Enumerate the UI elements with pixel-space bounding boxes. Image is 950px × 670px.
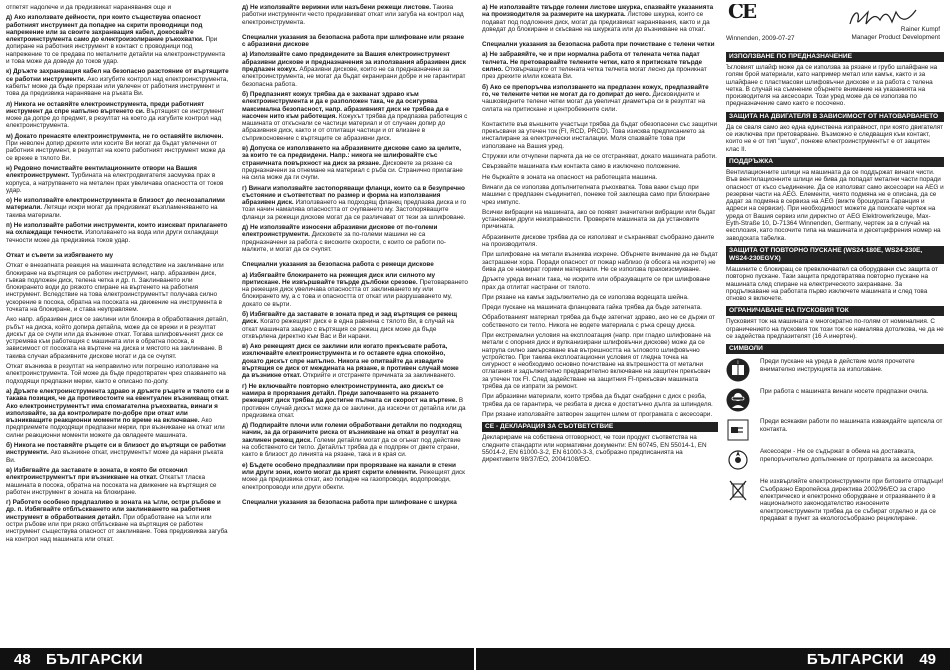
paragraph [6, 133, 230, 162]
paragraph-bold: Специални указания за безопасна работа с режещи дискове [242, 261, 434, 269]
paragraph-text: Режещият диск може да предизвика откат, ако попадне на газопроводи, водопроводи, електропроводи или други обекти. [242, 468, 465, 491]
paragraph-bold: к) Дръжте захранващия кабел на безопасно разстояние от въртящите се работни инструменти. [6, 68, 229, 83]
paragraph [482, 304, 718, 311]
paragraph-text: Дисковидните и чашковидните телени четки могат да увеличат диаметъра си в резултат на силата на притискане и центробежните сили. [482, 90, 706, 113]
paragraph [242, 29, 468, 31]
paragraph [242, 145, 468, 181]
language-label-right: БЪЛГАРСКИ [806, 651, 904, 668]
paragraph [242, 185, 468, 221]
paragraph-text: Отхвърчащите от телената четка телчета могат лесно да проникнат през дрехите и/или кожата Ви. [482, 66, 707, 81]
paragraph-text: Ако възникне откат, инструментът може да нарани ръката Ви. [6, 449, 224, 464]
paragraph [482, 209, 718, 231]
section-text: Пусковият ток на машината е многократно по-голям от номиналния. С ограничението на пусковия ток този ток се намалява дотолкова, че да не се задейства предпазителят (16 A инертен). [726, 318, 944, 341]
paragraph-text: Въртящият се инструмент може да допре до предмет, в резултат на което да изгубите контрол над електроинструмента. [6, 107, 225, 130]
paragraph [6, 68, 230, 97]
symbol-row [726, 418, 944, 442]
paragraph [6, 14, 230, 65]
paragraph [6, 388, 230, 439]
paragraph-text: При неволен допир дрехите или косите Ви могат да бъдат увлечени от работния инструмент, в резултат на което работният инструмент може да се вреже в тялото Ви. [6, 140, 226, 162]
paragraph-bold: г) Работете особено предпазливо в зоната на ъгли, остри ръбове и др. п. Избягвайте отблъскването или заклинването на работния инструмент в обработвания детайл. [6, 499, 221, 521]
paragraph [482, 294, 718, 301]
paragraph-text: Обработваният материал трябва да бъде затегнат здраво, ако не се държи от собственото си тегло. Никога не водете материала с ръка срещу диска. [482, 314, 716, 329]
paragraph [482, 163, 718, 170]
paragraph [6, 442, 230, 464]
paragraph [482, 36, 718, 38]
paragraph-bold: п) Не използвайте работни инструменти, които изискват прилагането на охлаждащи течности. [6, 222, 228, 237]
paragraph-bold: о) Не използвайте електроинструмента в близост до леснозапалими материали. [6, 197, 225, 212]
paragraph [482, 411, 718, 418]
paragraph-bold: г) Не включвайте повторно електроинструмента, ако дискът се намира в прорязания детайл. Преди започването на рязането режещият диск трябва да достигне пълната си скорост на въртене. [242, 382, 458, 405]
paragraph [242, 311, 468, 340]
paragraph-text: При абразивни материали, които трябва да бъдат снабдени с диск с резба, трябва да се гарантира, че резбата в диска е достатъчно дълга за шпинделя. [482, 393, 713, 408]
symbol-row [726, 448, 944, 472]
paragraph-bold: д) Подпирайте плочи или големи обработвани детайли по подходящ начин, за да ограничите риска от възникване на откат в резултат на заклинен режещ диск. [242, 422, 462, 444]
paragraph-bold: д) Не използвайте износени абразивни дискове от по-големи електроинструменти. [242, 224, 438, 239]
paragraph-bold: г) Винаги използвайте застопоряващи фланци, които са в безупречно състояние и съответстват по размер и форма на използвания абразивен диск. [242, 184, 465, 207]
paragraph [6, 4, 230, 11]
paragraph-text: Дисковете за рязане са предназначени за отнемане на материал с ръба си. Странично прилагане на сила може да ги счупи. [242, 159, 463, 182]
unplug-icon [726, 418, 750, 442]
paragraph-text: При допиране на работния инструмент в контакт с проводници под напрежение то се предава по металните детайли на електроинструмента и това може да доведе до токов удар. [6, 36, 226, 66]
paragraph-bold: в) Избягвайте да заставате в зоната, в която би отскочил електроинструментът при възникване на откат. [6, 466, 188, 482]
paragraph-bold: в) Ако режещият диск се заклини или когато прекъсвате работа, изключвайте електроинструмента и го оставете една спокойно, докато дискът спре напълно. Никога не опитвайте да извадите въртящия се диск от междината на рязане, в противен случай може да възникне откат. [242, 343, 459, 380]
paragraph-text: Листове шкурка, които се подават под подложния диск, могат да предизвикат наранявания, както и да доведат до блокиране и скъсване на шкурката или до възникване на откат. [482, 11, 710, 33]
right-footer-bar [476, 648, 950, 670]
paragraph [242, 272, 468, 308]
paragraph [242, 422, 468, 458]
page-number-left: 48 [14, 651, 31, 668]
symbol-description: Преди пускане на уреда в действие моля прочетете внимателно инструкцията за използване. [760, 358, 915, 373]
paragraph-text: Всички вибрации на машината, ако се появят значителни вибрации или бъдат установени други неизправности. Проверете машината за да установите причината. [482, 208, 716, 231]
symbol-description: Преди всякакви работи по машината изваждайте щепсела от контакта. [760, 418, 943, 433]
paragraph-text: Летящи искри могат да предизвикат възпламеняването на такива материали. [6, 204, 218, 219]
paragraph-text: В противен случай дискът може да се заклини, да изскочи от детайла или да предизвика откат. [242, 397, 466, 419]
paragraph [482, 314, 718, 329]
paragraph [6, 252, 230, 259]
section-heading: ПОДДРЪЖКА [726, 157, 944, 167]
paragraph-bold: д) Не използвайте верижни или назъбени режещи листове. [242, 4, 432, 11]
weee-bin-icon [726, 478, 750, 502]
paragraph-bold: Откат и съвети за избягването му [6, 251, 114, 259]
paragraph-text: Абразивни дискове, които не са предназначени за електроинструмента, не могат да бъдат екранирани добре и не гарантират безопасна работа. [242, 66, 466, 88]
paragraph [6, 247, 230, 249]
paragraph [482, 51, 718, 80]
paragraph-bold: а) Използвайте само предвидените за Вашия електроинструмент абразивни дискове и предназначения за използвания абразивен диск предпазен кожух. [242, 51, 466, 74]
symbols-container [726, 358, 944, 522]
sections-container [726, 52, 944, 354]
paragraph-text: Откат е внезапната реакция на машината вследствие на заклинване или блокиране на въртящия се работен инструмент, напр. абразивен диск, гъвкав подложен диск, телена четка и др. п. Заклинването или блокирането води до рязкото спиране на въртенето на работния инструмент. Вследствие на това електроинструментът получава силно ускорение в посока, обратна на посоката на движение на инструмента в точката на блокиране, и става неуправляем. [6, 262, 224, 313]
paragraph-bold: Специални указания за безопасна работа при шлифоване с шкурка [242, 498, 457, 506]
language-label-left: БЪЛГАРСКИ [46, 651, 144, 668]
section-heading: СИМВОЛИ [726, 344, 944, 354]
paragraph-text: При рязане на камък задължително да се използва водещата шейна. [482, 293, 689, 301]
ce-declaration-text: Декларираме на собствена отговорност, че този продукт съответства на следните стандарти или нормативни документи: EN 60745, EN 55014-1, EN 55014-2, EN 61000-3-2, EN 61000-3-3, съобразно предписанията на директивите 98/37/EO, 2004/108/EO. [482, 434, 707, 464]
ce-declaration-heading: CE - ДЕКЛАРАЦИЯ ЗА СЪОТВЕТСТВИЕ [482, 422, 718, 432]
section-text: Ъгловият шлайф може да се използва за рязане и грубо шлайфане на голям брой материали, като например метал или камък, както и за шлайфане с пластмасови шлифовъчни дискове и за работа с телена четка. В случай на съмнение обърнете внимание на указанията на производителя на аксесоари. Този уред може да се използва по предназначение само както е посочено. [726, 64, 938, 108]
paragraph-bold: Специални указания за безопасна работа при шлифоване или рязане с абразивни дискове [242, 33, 465, 49]
right-column-1 [482, 4, 718, 634]
paragraph-bold: б) Избягвайте да заставате в зоната пред и зад въртящия се режещ диск. [242, 310, 458, 326]
paragraph [482, 332, 718, 390]
paragraph [242, 34, 468, 49]
paragraph [482, 84, 718, 113]
paragraph-text: Дисковете за по-големи машини не са предназначени за работа с високите скорости, с които се работи по-малките, и могат да се счупят. [242, 231, 446, 253]
section-text: Вентилационните шлици на машината да се поддържат винаги чисти. Във вентилационните шлици не бива да попадат метални части поради опасност от късо съединение. Да се използват само аксесоари на AEG и резервни части на AEG. Елементи, чиято подмяна не е описана, да се дадат за подмяна в сервиза на AEG (вижте брошурата Гаранция и адреси на сервизи). При необходимост можете да поискате чертеж на уреда от Вашия сервиз или директно от AEG Elektrowerkzeuge, Max-Eyth-Straße 10, D-71364 Winnenden, Germany, чертеж за в случай на експлозия, като посочите типа на машината и десетцифрения номер на заводската табелка. [726, 168, 944, 242]
right-page [476, 0, 950, 670]
paragraph-text: Стружки или отчупени парчета да не се отстраняват, докато машината работи. [482, 153, 717, 161]
paragraph-text: Винаги да се използва допълнителната ръкохватка. Това важи също при машини с предпазен съединител, понеже той заклещва само при блокиране чрез импулс. [482, 183, 710, 206]
paragraph [482, 4, 718, 33]
paragraph-text: Големи детайли могат да се огънат под действие на собственото си тегло. Детайлът трябва да е подпрян от двете страни, както в близост до линията на рязане, така и в края си. [242, 436, 461, 459]
paragraph-bold: в) Допуска се използването на абразивните дискове само за целите, за които те са предвидени. Напр.: никога не шлифовайте със страничната повърхност на диск за рязане. [242, 145, 462, 167]
paragraph [6, 316, 230, 360]
paragraph-text: Кожухът трябва да предпазва работещия с машината от откъснали се частици материал и от случаен допир до абразивния диск, както и от отлитащи частици и от влизане в съприкосновение с въртящите се абразивни диск. [242, 112, 468, 142]
paragraph-text: Преди пускане на машината фланцовата гайка трябва да бъде затегната. [482, 304, 702, 312]
paragraph [242, 343, 468, 379]
right-column-2 [726, 4, 944, 634]
left-footer-bar [0, 648, 474, 670]
paragraph-bold: б) Никога не поставяйте ръцете си в близост до въртящи се работни инструменти. [6, 442, 226, 457]
paragraph-bold: м) Докато пренасяте електроинструмента, не го оставяйте включен. [6, 132, 224, 140]
paragraph-text: Когато режещият диск е в една равнина с тялото Ви, в случай на откат машината заедно с въртящия се режещ диск може да бъде отхвърлена директно към Вас и Ви нарани. [242, 318, 454, 340]
paragraph [482, 41, 718, 48]
paragraph [242, 499, 468, 506]
paragraph-bold: а) Не използвайте твърде големи листове шкурка, спазвайте указанията на производителя за размерите на шкурката. [482, 4, 714, 19]
section-heading: ЗАЩИТА НА ДВИГАТЕЛЯ В ЗАВИСИМОСТ ОТ НАТОВАРВАНЕТО [726, 112, 944, 122]
ce-signatory-role: Manager Product Development [851, 33, 940, 41]
paragraph-text: Турбината на електродвигателя засмуква прах в корпуса, а натрупването на метален прах увеличава опасността от токов удар. [6, 172, 224, 194]
left-page [0, 0, 474, 670]
section-heading: ОГРАНИЧАВАНЕ НА ПУСКОВИЯ ТОК [726, 306, 944, 316]
left-column-2 [242, 4, 468, 634]
paragraph [242, 51, 468, 87]
accessory-disc-icon [726, 448, 750, 472]
paragraph-bold: а) Не забравяйте, че и при нормална работа от телената четка падат телчета. Не претоварвайте телените четки, като я притискате твърде силно. [482, 51, 703, 74]
ce-signature-block [726, 4, 944, 48]
symbol-description: Аксесоари - Не се съдържат в обема на доставката, препоръчително допълнение от програмата за аксесоари. [760, 448, 934, 463]
paragraph-text: При шлифоване на метали възниква искрене. Обърнете внимание да не бъдат застрашени хора. Поради опасност от пожар наблизо (в обсега на искрите) не бива да се намират горими материали. Не се използва прахоизсмукване. [482, 251, 718, 273]
paragraph [482, 276, 718, 291]
paragraph [242, 4, 468, 26]
paragraph [6, 165, 230, 194]
paragraph-text: Ако напр. абразивен диск се заклини или блокира в обработвания детайл, ръбът на диска, който допира детайла, може да се врежи и в резултат дискът да се счупи или да възникне откат. Тогава шлифовъчният диск се устремява към работещия с машината или в обратна посока, в зависимост от посоката на въртене на диска и мястото на заклинване. В такива случаи абразивните дискове могат и да се счупят. [6, 316, 229, 360]
read-manual-icon [726, 358, 750, 382]
symbol-row [726, 358, 944, 382]
paragraph [482, 184, 718, 206]
left-column-1 [6, 4, 230, 634]
paragraph-text: При екстремални условия на експлоатация (напр. при гладко шлифоване на метали с опорния диск и вулканизирани шлифовъчни дискове) може да се натрупа силно замърсяване във вътрешността на ъгловото шлифовъчно устройство. При такива експлоатационни условия от гледна точка на сигурност е необходимо основно почистване на вътрешността от метални отлагания и задължително предварително включване на защитен прекъсвач за утечен ток FI. След задействане на защитния FI-прекъсвач машината трябва да се изпрати за ремонт. [482, 331, 711, 391]
paragraph-text: Ако предприемете подходящи предпазни мерки, при възникване на откат или силни реакционни моменти можете да овладеете машината. [6, 417, 225, 439]
paragraph-text: Откат възниква в резултат на неправилно или погрешно използване на електроинструмента. Той може да бъде предотвратен чрез спазването на подходящи предпазни мерки, както е описано по-долу. [6, 363, 226, 385]
paragraph-text: Контактите във външните участъци трябва да бъдат обезопасени със защитни прекъсвачи за утечен ток (FI, RCD, PRCD). Това изисква предписанието за инсталиране за електрически инсталации. Моля спазвайте това при използване на Вашия уред. [482, 120, 718, 150]
paragraph [482, 174, 718, 181]
ce-signatory [852, 26, 940, 41]
paragraph [242, 224, 468, 253]
paragraph [482, 251, 718, 273]
symbol-description: При работа с машината винаги носете предпазни очила. [760, 388, 929, 396]
paragraph-bold: б) Предпазният кожух трябва да е захванат здраво към електроинструмента и да е разположен така, че да осигурява максимална безопасност, напр. абразивният диск не трябва да е насочен нито към работещия. [242, 90, 449, 120]
right-column-1-body [482, 4, 718, 418]
paragraph-bold: а) Избягвайте блокирането на режещия диск или силното му притискане. Не извършвайте твърде дълбоки срезове. [242, 271, 436, 286]
paragraph [6, 499, 230, 543]
ce-place-date: Winnenden, 2009-07-27 [726, 35, 795, 42]
paragraph [482, 393, 718, 408]
paragraph [242, 256, 468, 258]
paragraph [482, 121, 718, 150]
paragraph-text: Не бъркайте в зоната на опасност на работещата машина. [482, 173, 658, 181]
paragraph-text: Използването на вода или други охлаждащи течности може да предизвика токов удар. [6, 229, 219, 244]
paragraph [242, 383, 468, 419]
section-heading: ЗАЩИТА ОТ ПОВТОРНО ПУСКАНЕ (WS24-180E, WS24-230E, WS24-230EGVX) [726, 246, 944, 264]
paragraph [242, 462, 468, 491]
paragraph-text: Свързвайте машината към контакта само в изключено положение. [482, 163, 681, 171]
paragraph-bold: а) Дръжте електроинструмента здраво и дръжте ръцете и тялото си в такава позиция, че да противостоите на евентуален възникващ откат. Ако електроинструментът има спомагателна ръкохватка, винаги я използвайте, за да контролирате по-добре при откат или възникващите реакционни моменти по време на включване. [6, 387, 230, 425]
paragraph [6, 363, 230, 385]
paragraph [482, 153, 718, 160]
paragraph [6, 222, 230, 244]
symbol-row [726, 478, 944, 522]
paragraph-text: Откатът тласка машината в посока, обратна на посоката на движение на въртящия се работен инструмент в зоната на блокиране. [6, 474, 217, 496]
paragraph-text: Използването на подходящ фланец предпазва диска и го този начин намалява опасността от счупването му. Застопоряващите фланци за режещи дискове могат да се различават от тези за шлифоване. [242, 199, 467, 221]
paragraph-bold: д) Ако използвате дейности, при които съществува опасност работният инструмент да попадне на скрити проводници под напрежение или за своите захранващия кабел, докосвайте електроинструмента само до електроизолирание ръкохватки. [6, 14, 204, 44]
paragraph [242, 494, 468, 496]
section-text: Машините с блокиращ се превключвател са оборудвани със защита от повторно пускане. Тази защита предотвратява повторно пускане на машината след спиране на електрическото захранване. За продължаване на работата първо изключете машината и след това отново я включете. [726, 265, 938, 303]
paragraph [482, 234, 718, 249]
paragraph-bold: Специални указания за безопасна работа при почистване с телени четки [482, 41, 715, 49]
section-heading: ИЗПОЛЗВАНЕ ПО ПРЕДНАЗНАЧЕНИЕ [726, 52, 944, 62]
paragraph-bold: л) Никога не оставяйте електроинструмента, преди работният инструмент да спре напълно въртенето си. [6, 100, 205, 115]
symbol-description: Не изхвърляйте електроинструменти при битовите отпадъци! Съобразно Европейска директива 2002/96/ЕО за старо електрическо и електронно оборудване и отразяването ѝ в националното законодателство износените електроинструменти трябва да се събират отделно и да се предават в пункт за екологосъобразно рециклиране. [760, 478, 944, 522]
symbol-row [726, 388, 944, 412]
paragraph [6, 467, 230, 496]
paragraph-bold: е) Бъдете особено предпазливи при прорязване на канали в стени или други зони, които могат да крият скрити елементи. [242, 461, 456, 476]
paragraph [242, 91, 468, 142]
paragraph-text: Такива работни инструменти често предизвикват откат или загуба на контрол над електроинструмента. [242, 4, 464, 26]
section-text: Да се сваля само ако една единствена изправност, при която двигателят се изключва при претоварване. Възможно е следващия към контакт, които не е от тип "шуко", понеже електроинструментът е от защитен клас II. [726, 123, 944, 153]
paragraph-text: При обработване на ъгли или остри ръбове или при рязко отблъскване на въртящия се работен инструмент съществува опасност от заклинване. Това предизвиква загуба на контрол над машината или откат. [6, 513, 228, 543]
paragraph-text: Открийте и отстранете причината за заклинването. [301, 372, 456, 380]
svg-text:i: i [737, 360, 739, 367]
paragraph-bold: н) Редовно почиствайте вентилационните отвори на Вашия електроинструмент. [6, 164, 197, 180]
paragraph [482, 116, 718, 118]
paragraph-text: Претоварването на режещия диск увеличава опасността от заклинването му или блокирането му, а с това и опасността от откат или разрушаването му, докато се върти. [242, 278, 468, 308]
paragraph-text: При рязане използвайте затворен защитен шлем от програмата с аксесоари. [482, 410, 713, 418]
paragraph-text: отпетят надолече и да предизвикат нараняванвя още и [6, 4, 172, 11]
ce-signatory-name: Rainer Kumpf [900, 26, 940, 33]
paragraph [6, 197, 230, 219]
paragraph-bold: б) Ако се препоръчва използването на предпазен кожух, предпазвайте го, че телените четки не могат да го допират до него. [482, 83, 709, 98]
paragraph-text: Ако изгубите контрол над електроинструмента, кабелът може да бъде прерязан или увлечен от работния инструмент и това да предизвика нараняване на ръката Ви. [6, 75, 229, 98]
paragraph [6, 101, 230, 130]
paragraph [6, 262, 230, 313]
goggles-icon [726, 388, 750, 412]
paragraph [242, 261, 468, 268]
page-number-right: 49 [919, 651, 936, 668]
ce-mark: CE [728, 4, 756, 23]
paragraph-text: Дръжте уреда винаги така, че искрите или образуващите се при шлифоване прах да отлитат настрани от тялото. [482, 276, 711, 291]
paragraph-text: Абразивните дискове трябва да се използват и съхраняват съобразно даните на производителя. [482, 233, 715, 249]
